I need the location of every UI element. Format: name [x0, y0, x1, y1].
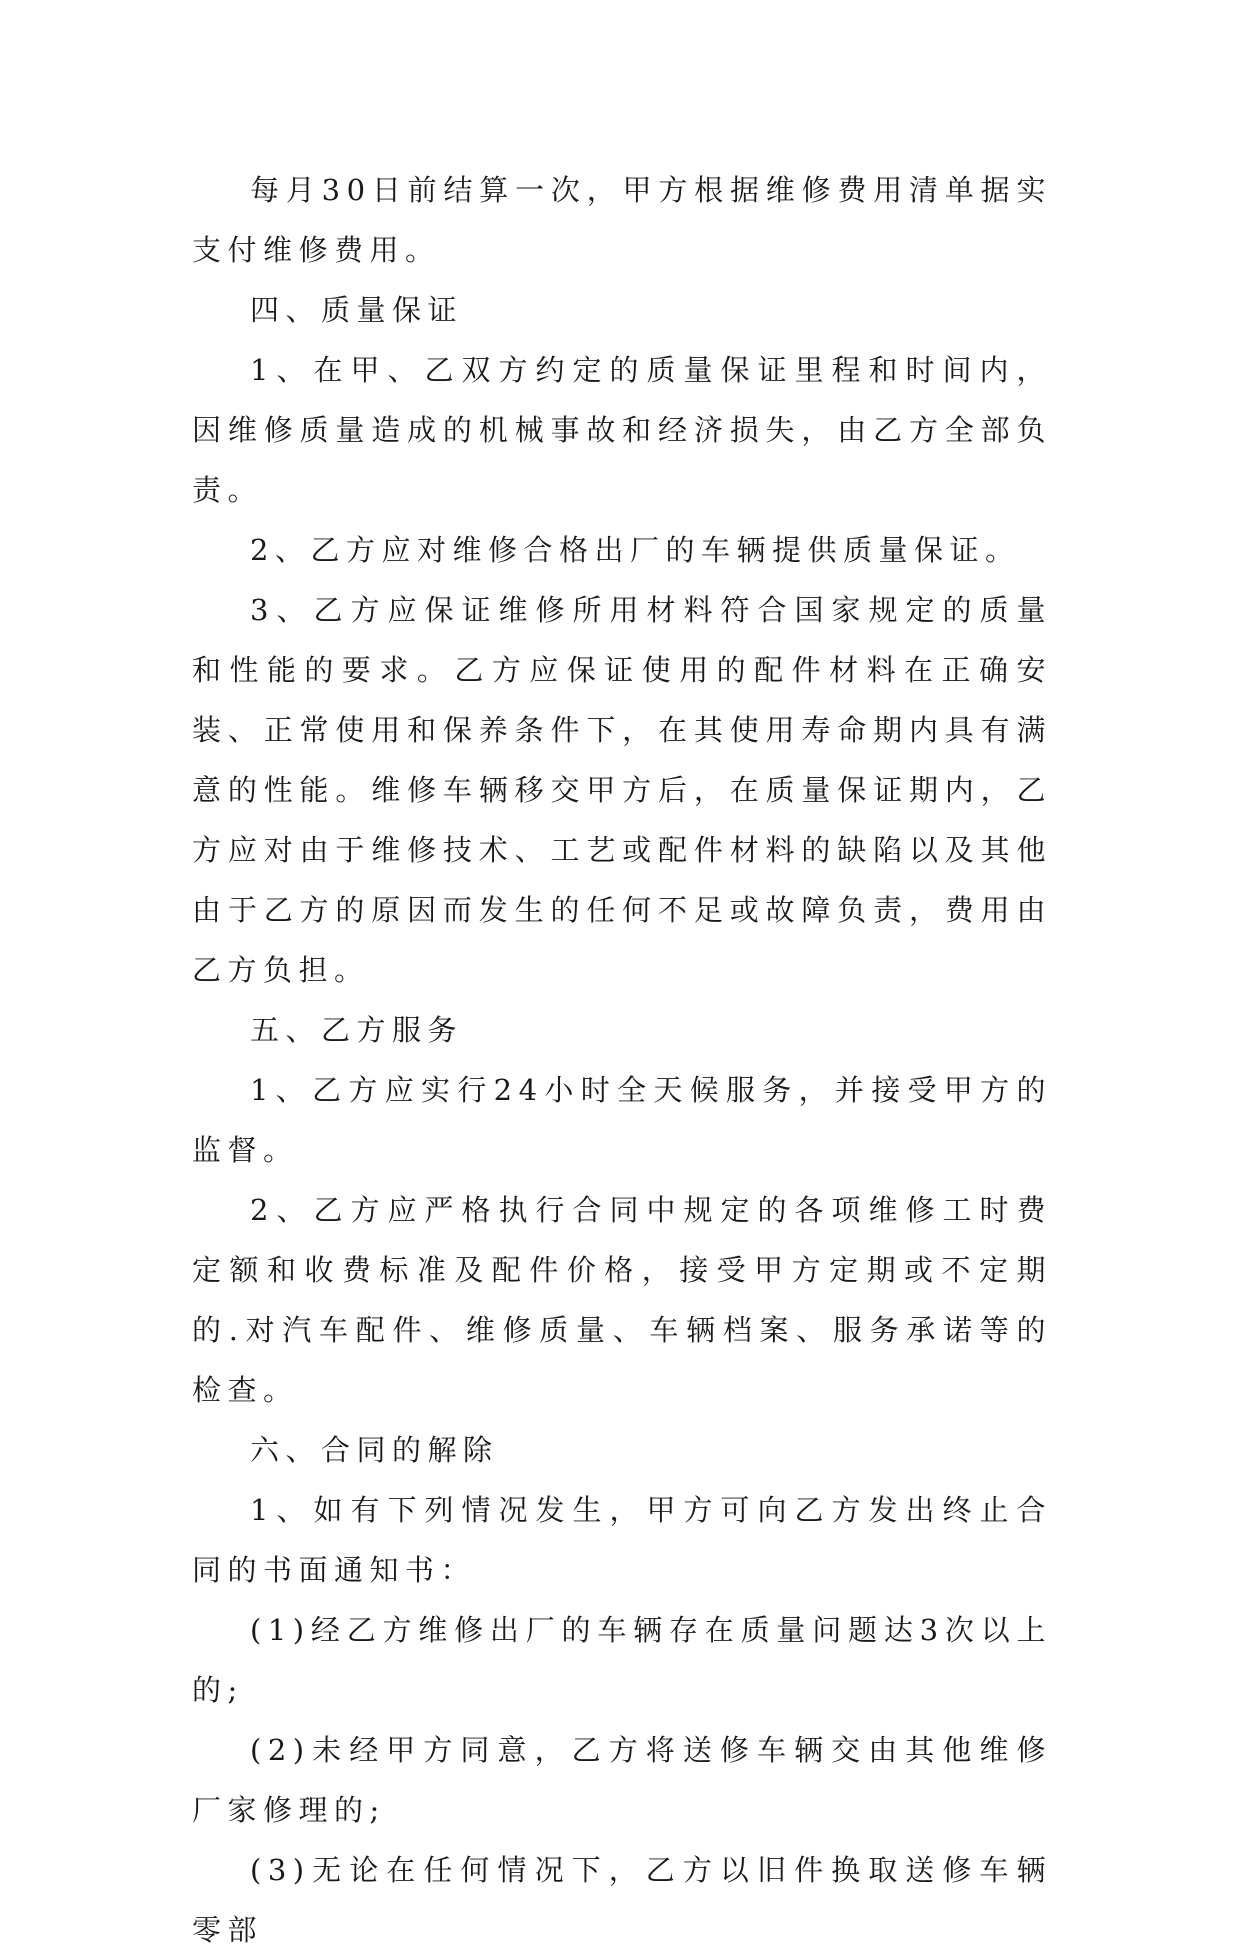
section-heading-party-b-service: 五、乙方服务: [250, 1013, 464, 1047]
section-heading-quality-guarantee: 四、质量保证: [250, 293, 464, 327]
paragraph-service-2: 2、乙方应严格执行合同中规定的各项维修工时费定额和收费标准及配件价格，接受甲方定期或不定期的.对汽车配件、维修质量、车辆档案、服务承诺等的检查。: [192, 1193, 1052, 1407]
paragraph-settlement: 每月30日前结算一次，甲方根据维修费用清单据实支付维修费用。: [192, 173, 1052, 267]
paragraph-termination-1: 1、如有下列情况发生，甲方可向乙方发出终止合同的书面通知书：: [192, 1493, 1052, 1587]
paragraph-quality-2: 2、乙方应对维修合格出厂的车辆提供质量保证。: [250, 533, 1021, 567]
paragraph-service-1: 1、乙方应实行24小时全天候服务，并接受甲方的监督。: [192, 1073, 1052, 1167]
list-item-termination-1: (1)经乙方维修出厂的车辆存在质量问题达3次以上的;: [192, 1613, 1052, 1707]
list-item-termination-3: (3)无论在任何情况下，乙方以旧件换取送修车辆零部: [192, 1853, 1052, 1947]
list-item-termination-2: (2)未经甲方同意，乙方将送修车辆交由其他维修厂家修理的;: [192, 1733, 1052, 1827]
paragraph-quality-3: 3、乙方应保证维修所用材料符合国家规定的质量和性能的要求。乙方应保证使用的配件材料在正确安装、正常使用和保养条件下，在其使用寿命期内具有满意的性能。维修车辆移交甲方后，在质量保证期内，乙方应对由于维修技术、工艺或配件材料的缺陷以及其他由于乙方的原因而发生的任何不足或故障负责，费用由乙方负担。: [192, 593, 1052, 987]
paragraph-quality-1: 1、在甲、乙双方约定的质量保证里程和时间内，因维修质量造成的机械事故和经济损失，由乙方全部负责。: [192, 353, 1052, 507]
section-heading-contract-termination: 六、合同的解除: [250, 1433, 499, 1467]
document-body: [192, 160, 1052, 1960]
